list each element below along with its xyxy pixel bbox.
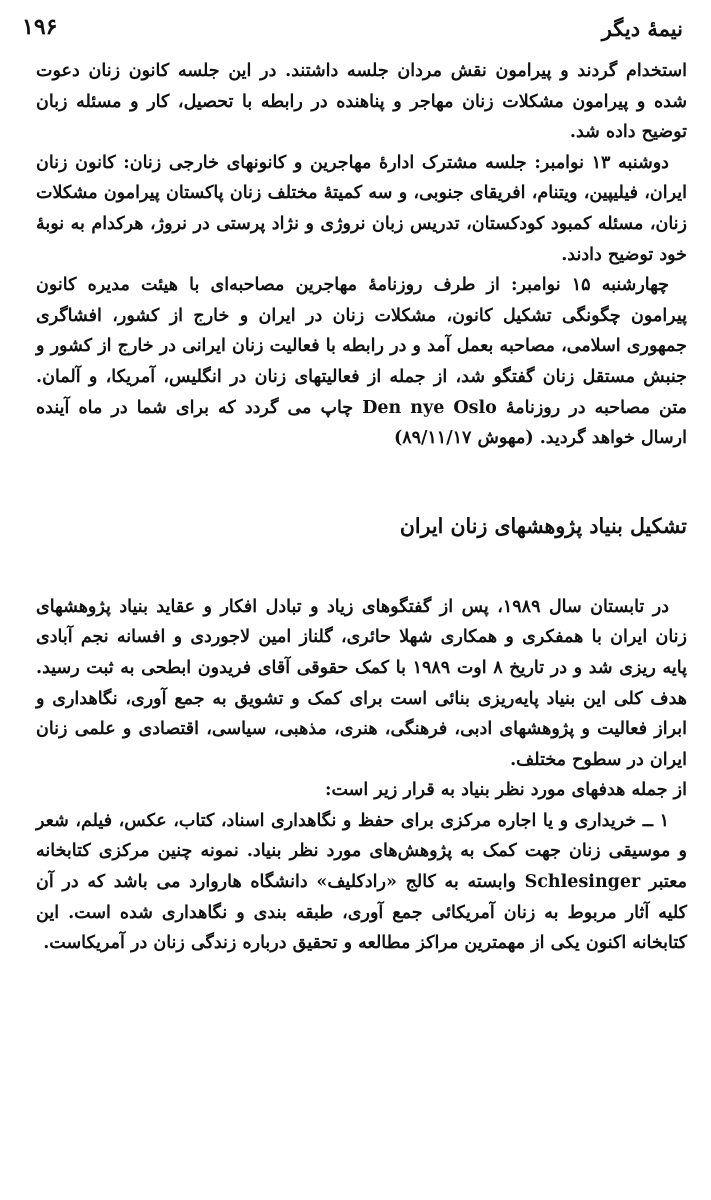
- page-number: ۱۹۶: [22, 14, 58, 40]
- running-title: نیمهٔ دیگر: [601, 16, 683, 41]
- paragraph: استخدام گردند و پیرامون نقش مردان جلسه داشتند. در این جلسه کانون زنان دعوت شده و پیرامون مشکلات زنان مهاجر و پناهنده در رابطه با تحصیل، کار و مسئله زبان توضیح داده شد.: [36, 61, 687, 143]
- paragraph: در تابستان سال ۱۹۸۹، پس از گفتگوهای زیاد و تبادل افکار و عقاید بنیاد پژوهشهای زنان ایران با همفکری و همکاری شهلا حائری، گلناز امین لاجوردی و افسانه نجم آبادی پایه ریزی شد و در تاریخ ۸ اوت ۱۹۸۹ با کمک حقوقی آقای فریدون ابطحی به ثبت رسید. هدف کلی این بنیاد پایه‌ریزی بنائی است برای کمک و تشویق به جمع آوری، نگاهداری و ابراز فعالیت و پژوهشهای ادبی، فرهنگی، هنری، مذهبی، سیاسی، اقتصادی و علمی زنان ایران در سطوح مختلف.: [36, 596, 687, 770]
- paragraph: از جمله هدفهای مورد نظر بنیاد به قرار زیر است:: [325, 780, 687, 801]
- list-item: ۱ ــ خریداری و یا اجاره مرکزی برای حفظ و نگاهداری اسناد، کتاب، عکس، فیلم، شعر و موسیقی زنان جهت کمک به پژوهش‌های مورد نظر بنیاد. نمونه چنین مرکزی کتابخانه معتبر Schlesinger وابسته به کالج «رادکلیف» دانشگاه هاروارد می باشد که در آن کلیه آثار مربوط به زنان آمریکائی جمع آوری، طبقه بندی و نگاهداری شده است. این کتابخانه اکنون یکی از مهمترین مراکز مطالعه و تحقیق درباره زندگی زنان در آمریکاست.: [36, 810, 687, 954]
- paragraph: دوشنبه ۱۳ نوامبر: جلسه مشترک ادارهٔ مهاجرین و کانونهای خارجی زنان: کانون زنان ایران، فیلیپین، ویتنام، افریقای جنوبی، و سه کمیتهٔ مختلف زنان پاکستان پیرامون مشکلات زنان، مسئله کمبود کودکستان، تدریس زبان نروژی و نژاد پرستی در نروژ، هرکدام به نوبهٔ خود توضیح دادند.: [36, 152, 687, 265]
- section-title: تشکیل بنیاد پژوهشهای زنان ایران: [399, 513, 687, 538]
- paragraph: چهارشنبه ۱۵ نوامبر: از طرف روزنامهٔ مهاجرین مصاحبه‌ای با هیئت مدیره کانون پیرامون چگونگی تشکیل کانون، مشکلات زنان در ایران و خارج از کشور، افشاگری جمهوری اسلامی، مصاحبه بعمل آمد و در رابطه با فعالیت زنان ایرانی در خارج از کشور و جنبش مستقل زنان گفتگو شد، از جمله از فعالیتهای زنان در انگلیس، آمریکا، و آلمان. متن مصاحبه در روزنامهٔ Den nye Oslo چاپ می گردد که برای شما در ماه آینده ارسال خواهد گردید. (مهوش ۸۹/۱۱/۱۷): [36, 275, 688, 449]
- page-header: [22, 14, 689, 48]
- page-body: [36, 56, 687, 959]
